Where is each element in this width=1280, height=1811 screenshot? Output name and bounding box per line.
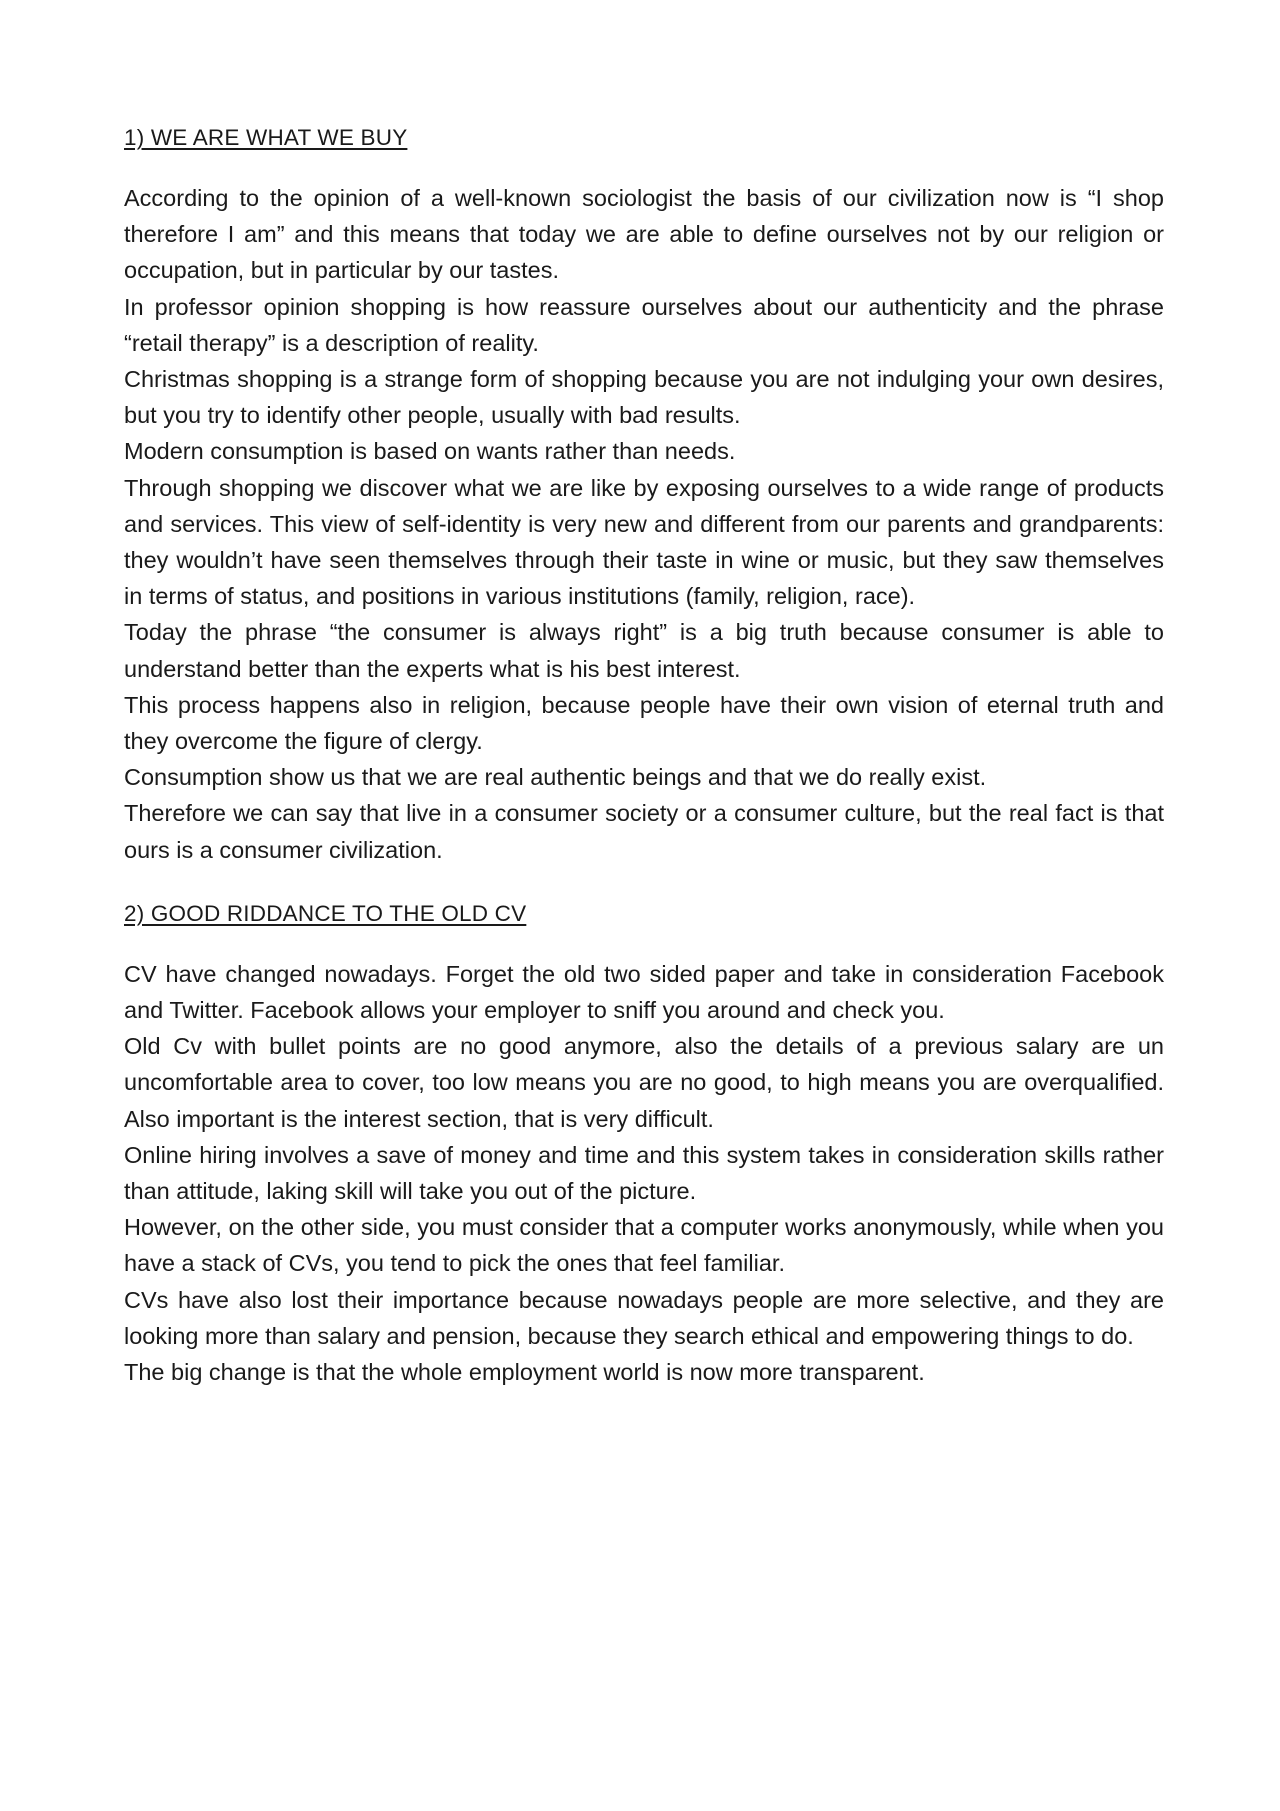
paragraph: CVs have also lost their importance because nowadays people are more selective, and they are looking more than salary and pension, because they search ethical and empowering things to do.: [124, 1286, 1164, 1349]
paragraph: In professor opinion shopping is how reassure ourselves about our authenticity and the phrase “retail therapy” is a description of reality.: [124, 293, 1164, 356]
paragraph: Today the phrase “the consumer is always right” is a big truth because consumer is able to understand better than the experts what is his best interest.: [124, 619, 1164, 682]
paragraph: This process happens also in religion, because people have their own vision of eternal truth and they overcome the figure of clergy.: [124, 691, 1164, 755]
paragraph: Christmas shopping is a strange form of shopping because you are not indulging your own desires, but you try to identify other people, usually with bad results.: [124, 366, 1164, 429]
document-page: [124, 122, 1164, 1420]
section-heading: 2) GOOD RIDDANCE TO THE OLD CV: [124, 900, 527, 926]
paragraph: The big change is that the whole employment world is now more transparent.: [124, 1359, 925, 1386]
paragraph: However, on the other side, you must consider that a computer works anonymously, while when you have a stack of CVs, you tend to pick the ones that feel familiar.: [124, 1214, 1164, 1277]
paragraph: Old Cv with bullet points are no good anymore, also the details of a previous salary are un uncomfortable area to cover, too low means you are no good, to high means you are overqualified. Also important is the interest section, that is very difficult.: [124, 1033, 1164, 1132]
paragraph: According to the opinion of a well-known sociologist the basis of our civilization now is “I shop therefore I am” and this means that today we are able to define ourselves not by our religion or occupation, but in particular by our tastes.: [124, 185, 1164, 284]
paragraph: Therefore we can say that live in a consumer society or a consumer culture, but the real fact is that ours is a consumer civilization.: [124, 800, 1164, 863]
section-we-are-what-we-buy: [124, 122, 1164, 868]
paragraph: Consumption show us that we are real authentic beings and that we do really exist.: [124, 764, 987, 791]
paragraph: Through shopping we discover what we are like by exposing ourselves to a wide range of products and services. This view of self-identity is very new and different from our parents and grandparents: they wouldn’t have seen themselves through their taste in wine or music, but they saw themselves in terms of status, and positions in various institutions (family, religion, race).: [124, 474, 1164, 610]
paragraph: CV have changed nowadays. Forget the old two sided paper and take in consideration Facebook and Twitter. Facebook allows your employer to sniff you around and check you.: [124, 960, 1164, 1024]
paragraph: Online hiring involves a save of money and time and this system takes in consideration skills rather than attitude, laking skill will take you out of the picture.: [124, 1141, 1164, 1205]
section-good-riddance-to-the-old-cv: [124, 898, 1164, 1390]
paragraph: Modern consumption is based on wants rather than needs.: [124, 438, 736, 465]
section-heading: 1) WE ARE WHAT WE BUY: [124, 125, 408, 150]
